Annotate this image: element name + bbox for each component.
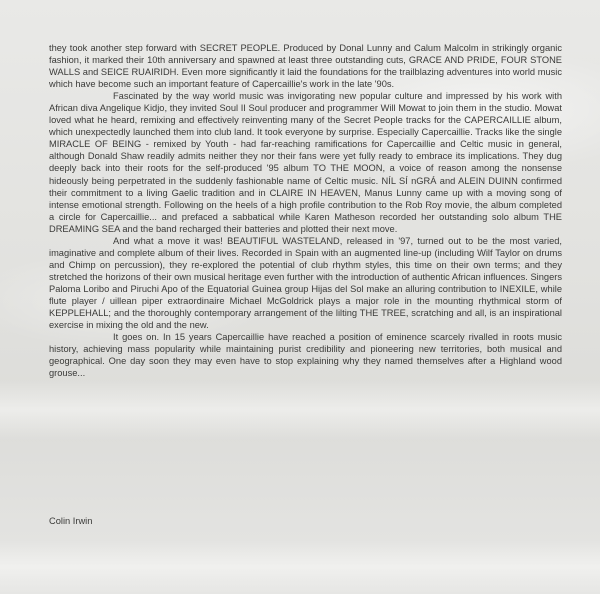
liner-notes-body	[49, 42, 562, 379]
paragraph-world-music: Fascinated by the way world music was invigorating new popular culture and impressed by his work with African diva Angelique Kidjo, they invited Soul II Soul producer and programmer Will Mowat to join them in the studio. Mowat loved what he heard, remixing and effectively reinventing many of the Secret People tracks for the CAPERCAILLIE album, which unexpectedly launched them into club land. It took everyone by surprise. Especially Capercaillie. Tracks like the single MIRACLE OF BEING - remixed by Youth - had far-reaching ramifications for Capercaillie and Celtic music in general, although Donald Shaw readily admits neither they nor their fans were yet fully ready to embrace its implications. They dug deeply back into their roots for the self-produced '95 album TO THE MOON, a voice of reason among the nonsense hideously being perpetrated in the suddenly fashionable name of Celtic music. NÍL SÍ nGRÁ and ALEIN DUINN confirmed their commitment to a living Gaelic tradition and in CLAIRE IN HEAVEN, Manus Lunny came up with a moving song of intense emotional strength. Following on the heels of a high profile contribution to the Rob Roy movie, the album completed a circle for Capercaillie... and prefaced a sabbatical while Karen Matheson recorded her outstanding solo album THE DREAMING SEA and the band recharged their batteries and plotted their next move.	[49, 91, 562, 234]
paragraph-it-goes-on: It goes on. In 15 years Capercaillie have reached a position of eminence scarcely rivalled in roots music history, achieving mass popularity while maintaining purist credibility and pioneering new territories, both musical and geographical. One day soon they may even have to stop explaining why they named themselves after a Highland wood grouse...	[49, 332, 562, 379]
paragraph-beautiful-wasteland: And what a move it was! BEAUTIFUL WASTELAND, released in '97, turned out to be the most varied, imaginative and complete album of their lives. Recorded in Spain with an augmented line-up (including Wilf Taylor on drums and Chimp on percussion), they re-explored the potential of club rhythm styles, this time on their own terms; and they stretched the horizons of their own musical heritage even further with the introduction of authentic African influences. Singers Paloma Loribo and Piruchi Apo of the Equatorial Guinea group Hijas del Sol make an alluring contribution to INEXILE, while flute player / uillean piper extraordinaire Michael McGoldrick plays a major role in the mounting rhythmical storm of KEPPLEHALL; and the thoroughly contemporary arrangement of the lilting THE TREE, scratching and all, is an inspirational exercise in mixing the old and the new.	[49, 235, 562, 331]
paragraph-secret-people: they took another step forward with SECRET PEOPLE. Produced by Donal Lunny and Calum Malcolm in strikingly organic fashion, it marked their 10th anniversary and spawned at least three outstanding cuts, GRACE AND PRIDE, FOUR STONE WALLS and SEICE RUAIRIDH. Even more significantly it laid the foundations for the trailblazing adventures into world music which have become such an important feature of Capercaillie's work in the late '90s.	[49, 43, 562, 90]
mist-band-decoration-lower	[0, 540, 600, 594]
author-signature: Colin Irwin	[49, 516, 93, 526]
mist-band-decoration	[0, 380, 600, 440]
